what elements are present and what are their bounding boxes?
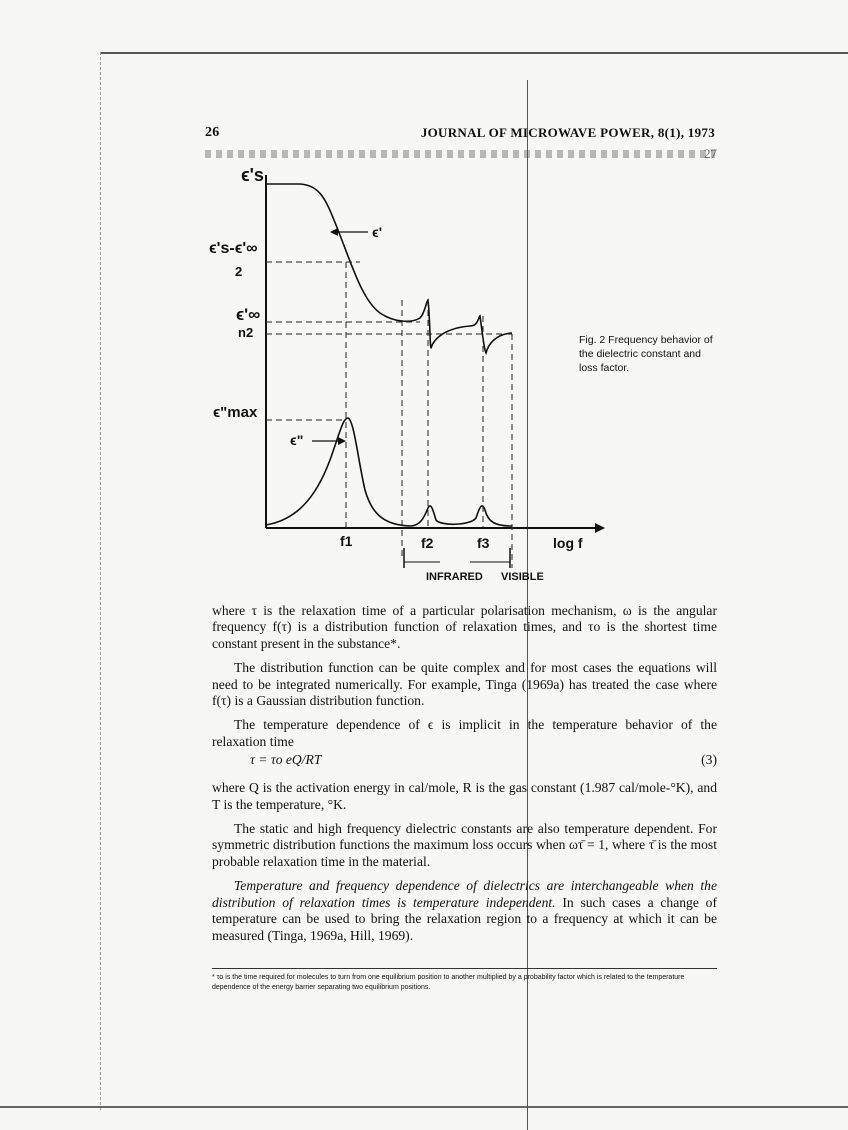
equation-formula: τ = τo eQ/RT: [250, 752, 322, 768]
paragraph: The temperature dependence of ϵ is implicit in the temperature behavior of the relaxation time: [212, 717, 717, 749]
paragraph: The static and high frequency dielectric constants are also temperature dependent. For symmetric distribution functions the maximum loss occurs when ωτ̄ = 1, where τ̄ is the most probable relaxation time in the material.: [212, 821, 717, 869]
page-frame-bottom: [0, 1106, 848, 1108]
label-eps-prime: ϵ': [372, 224, 383, 240]
label-eps-mid-denominator: 2: [235, 264, 243, 279]
paragraph: [212, 878, 717, 944]
label-f1: f1: [340, 533, 353, 549]
label-f3: f3: [477, 535, 490, 551]
equation-number: (3): [701, 752, 717, 768]
sentence: In such cases a change of temperature can be used to bring the relaxation region to a frequency at which it can be measured (Tinga, 1969a, Hill, 1969).: [212, 894, 717, 943]
journal-title: JOURNAL OF MICROWAVE POWER, 8(1), 1973: [420, 125, 715, 140]
dielectric-constant-curve: [266, 184, 512, 353]
label-eps-inf: ϵ'∞: [236, 305, 261, 324]
label-eps-s: ϵ's: [241, 165, 264, 185]
label-eps-max: ϵ"max: [213, 404, 258, 421]
footnote: * τo is the time required for molecules to turn from one equilibrium position to another multiplied by a probability factor which is related to the temperature dependence of the energy barrier separating two equilibrium positions.: [212, 968, 717, 993]
label-eps-double: ϵ": [290, 432, 304, 448]
label-infrared: INFRARED: [426, 571, 483, 583]
figure-caption: Fig. 2 Frequency behavior of the dielectric constant and loss factor.: [579, 334, 713, 374]
page-number: 26: [205, 125, 220, 140]
paragraph: The distribution function can be quite complex and for most cases the equations will need to be integrated numerically. For example, Tinga (1969a) has treated the case where f(τ) is a Gaussian distribution function.: [212, 660, 717, 709]
label-log-f: log f: [553, 535, 583, 551]
facing-page-number: 27: [704, 146, 717, 161]
label-eps-mid: ϵ's-ϵ'∞: [209, 240, 258, 257]
paragraph: where Q is the activation energy in cal/mole, R is the gas constant (1.987 cal/mole-°K), and T is the temperature, °K.: [212, 780, 717, 812]
x-axis-arrow: [595, 523, 605, 533]
italic-sentence: Temperature and frequency dependence of dielectrics are interchangeable when the distribution of relaxation times is temperature independent.: [212, 878, 717, 910]
label-n2: n2: [238, 325, 254, 340]
label-f2: f2: [421, 535, 434, 551]
label-visible: VISIBLE: [501, 571, 544, 583]
body-text: [212, 603, 717, 952]
paragraph: where τ is the relaxation time of a particular polarisation mechanism, ω is the angular frequency f(τ) is a distribution function of relaxation times, and τo is the shortest time constant present in the substance*.: [212, 603, 717, 651]
equation-3: [212, 752, 717, 772]
